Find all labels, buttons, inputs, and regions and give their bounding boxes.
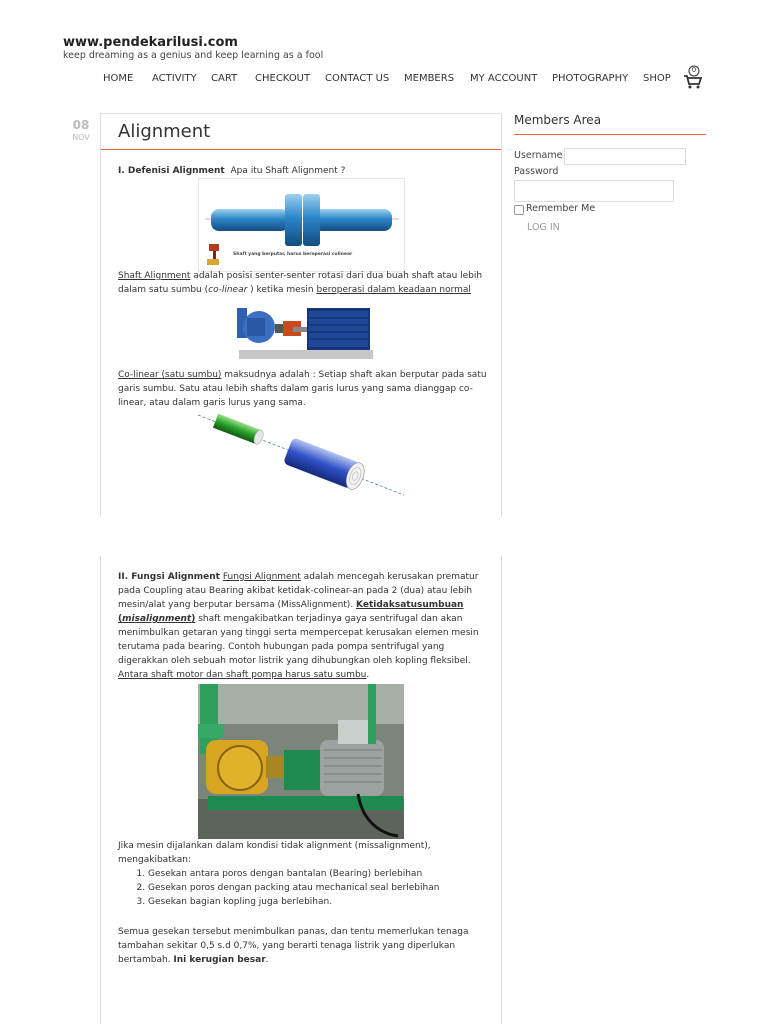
- list-item: 2. Gesekan poros dengan packing atau mechanical seal berlebihan: [148, 881, 518, 895]
- pump-photo-illustration: [198, 684, 404, 839]
- link-fungsi-alignment[interactable]: Fungsi Alignment: [222, 572, 301, 582]
- nav-item-shop[interactable]: SHOP: [643, 73, 671, 84]
- list-item: 3. Gesekan bagian kopling juga berlebihan.: [148, 895, 518, 909]
- colinear-illustration: [196, 409, 406, 499]
- shaft-alignment-image: [198, 178, 405, 272]
- p1-italic: co-linear: [208, 285, 248, 295]
- post-date-day: 08: [72, 118, 90, 132]
- site-title[interactable]: www.pendekarilusi.com: [63, 35, 238, 50]
- section1-heading-line: [118, 164, 345, 178]
- link-colinear[interactable]: Co-linear (satu sumbu): [118, 370, 222, 380]
- paragraph-missalignment: Jika mesin dijalankan dalam kondisi tidak alignment (missalignment), mengakibatkan:: [118, 841, 431, 865]
- username-field[interactable]: [564, 148, 686, 165]
- nav-item-activity[interactable]: ACTIVITY: [152, 73, 197, 84]
- p1-text2: ) ketika mesin: [247, 285, 317, 295]
- nav-item-contact-us[interactable]: CONTACT US: [325, 73, 390, 84]
- link-shaft-alignment[interactable]: Shaft Alignment: [118, 271, 191, 281]
- shaft-illustration: [199, 179, 404, 271]
- nav-item-checkout[interactable]: CHECKOUT: [255, 73, 311, 84]
- s2-text2: shaft mengakibatkan terjadinya gaya sentrifugal dan akan menimbulkan getaran yang tinggi serta mempercepat kerusakan elemen mesin terutama pada bearing. Contoh hubungan pada pompa sentrifugal yang digerakkan oleh sebuah motor listrik yang dihubungkan oleh kopling fleksibel.: [118, 614, 479, 666]
- link-misalignment[interactable]: misalignment: [122, 614, 192, 624]
- nav-item-cart[interactable]: CART: [211, 73, 238, 84]
- post-date-month: NOV: [72, 133, 90, 142]
- paragraph-shaft-alignment: [118, 269, 488, 297]
- section1-question: Apa itu Shaft Alignment ?: [230, 166, 346, 176]
- post-section-2: [100, 556, 502, 1024]
- login-button[interactable]: LOG IN: [527, 222, 560, 233]
- list-item: 1. Gesekan antara poros dengan bantalan (Bearing) berlebihan: [148, 867, 518, 881]
- p4-bold: Ini kerugian besar: [173, 955, 266, 965]
- shaft-image-caption: Shaft yang berputar, harus beroperasi colinear: [233, 252, 353, 257]
- remember-me-label: Remember Me: [526, 203, 596, 214]
- section2-heading: II. Fungsi Alignment: [118, 572, 220, 582]
- post-card: [100, 113, 502, 517]
- password-field[interactable]: [514, 180, 674, 202]
- post-title[interactable]: Alignment: [118, 121, 211, 142]
- link-antara-shaft[interactable]: Antara shaft motor dan shaft pompa harus satu sumbu: [118, 670, 367, 680]
- paragraph-fungsi-alignment: II. Fungsi Alignment Fungsi Alignment adalah mencegah kerusakan prematur pada Coupling atau Bearing akibat ketidak-colinear-an pada 2 (dua) atau lebih mesin/alat yang berputar bersama (MissAlignment). Ketidaksatusumbuan (misalignment) shaft mengakibatkan terjadinya gaya sentrifugal dan akan menimbulkan getaran yang tinggi serta mempercepat kerusakan elemen mesin terutama pada bearing. Contoh hubungan pada pompa sentrifugal yang digerakkan oleh sebuah motor listrik yang dihubungkan oleh kopling fleksibel. Antara shaft motor dan shaft pompa harus satu sumbu.: [118, 572, 479, 680]
- nav-item-photography[interactable]: PHOTOGRAPHY: [552, 73, 629, 84]
- nav-item-home[interactable]: HOME: [103, 73, 134, 84]
- post-date: [66, 118, 96, 142]
- link-beroperasi[interactable]: beroperasi dalam keadaan normal: [316, 285, 471, 295]
- pump-motor-image: [237, 300, 375, 362]
- cart-button[interactable]: [683, 65, 703, 89]
- nav-item-members[interactable]: MEMBERS: [404, 73, 455, 84]
- password-label: Password: [514, 166, 559, 177]
- s2-text1: adalah mencegah kerusakan prematur pada Coupling atau Bearing akibat ketidak-colinear-an pada 2 (dua) atau lebih mesin/alat yang berputar bersama (MissAlignment).: [118, 572, 479, 610]
- post-title-row: [101, 114, 501, 150]
- paragraph-colinear: [118, 368, 488, 410]
- colinear-shafts-image: [196, 409, 406, 499]
- link-ketidaksatusumbuan[interactable]: Ketidaksatusumbuan: [356, 600, 464, 610]
- effects-list: [118, 867, 518, 909]
- site-tagline: keep dreaming as a genius and keep learning as a fool: [63, 50, 324, 61]
- section1-heading: I. Defenisi Alignment: [118, 166, 225, 176]
- nav-item-my-account[interactable]: MY ACCOUNT: [470, 73, 538, 84]
- pump-photo: [198, 684, 404, 839]
- pump-motor-illustration: [237, 300, 375, 362]
- username-label: Username: [514, 150, 563, 161]
- p4-text: Semua gesekan tersebut menimbulkan panas, dan tentu memerlukan tenaga tambahan sekitar 0,5 s.d 0,7%, yang berarti tenaga listrik yang diperlukan bertambah.: [118, 927, 469, 965]
- paragraph-kerugian: Semua gesekan tersebut menimbulkan panas, dan tentu memerlukan tenaga tambahan sekitar 0,5 s.d 0,7%, yang berarti tenaga listrik yang diperlukan bertambah. Ini kerugian besar.: [118, 927, 469, 965]
- p2-text: maksudnya adalah : Setiap shaft akan berputar pada satu garis sumbu. Satu atau lebih shafts dalam garis lurus yang sama dianggap co-linear, atau dalam garis lurus yang sama.: [118, 370, 487, 408]
- remember-me-checkbox[interactable]: [514, 205, 524, 215]
- p1-text1: adalah posisi senter-senter rotasi dari dua buah shaft atau lebih dalam satu sumbu (: [118, 271, 483, 295]
- sidebar-divider: [514, 134, 706, 135]
- sidebar-title: Members Area: [514, 113, 602, 127]
- cart-count: 0: [691, 66, 697, 74]
